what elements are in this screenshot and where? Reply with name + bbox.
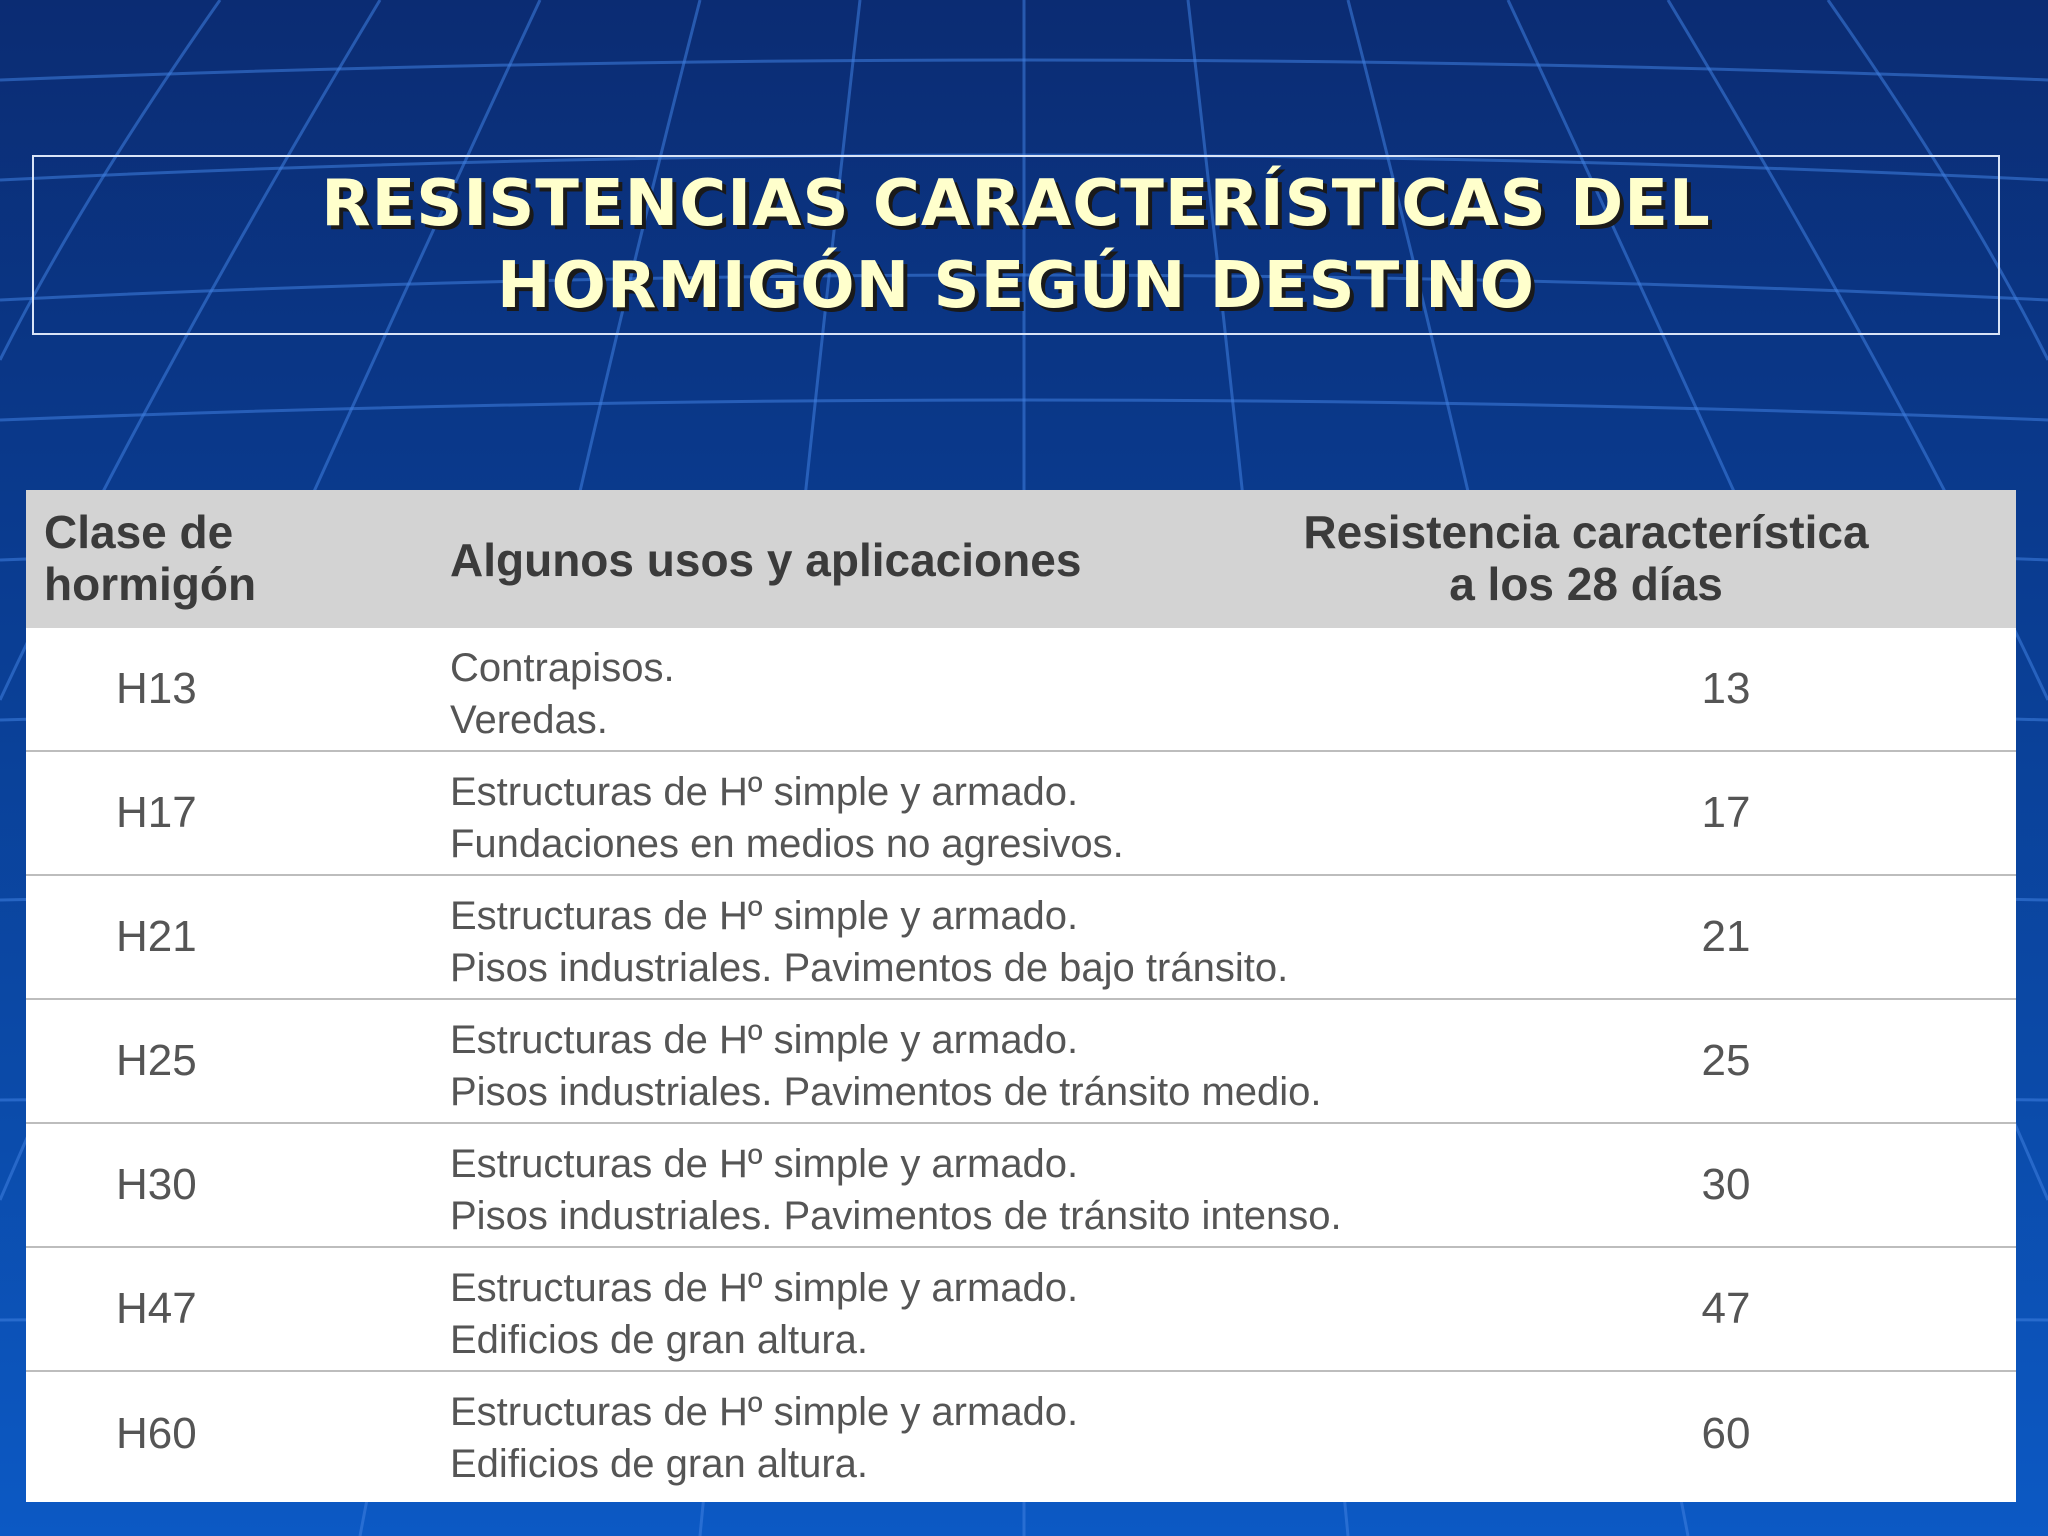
use-line-2: Pisos industriales. Pavimentos de tránsito intenso. — [450, 1194, 1342, 1238]
use-line-2: Pisos industriales. Pavimentos de bajo tránsito. — [450, 946, 1289, 990]
concrete-strength-table — [26, 490, 2016, 1502]
concrete-class-cell: H47 — [116, 1284, 197, 1333]
table-row — [26, 1124, 2016, 1248]
concrete-class-cell: H30 — [116, 1160, 197, 1209]
uses-cell — [450, 766, 1124, 870]
resistance-cell: 13 — [1701, 664, 1751, 713]
use-line-1: Estructuras de Hº simple y armado. — [450, 770, 1079, 814]
resistance-cell: 60 — [1701, 1409, 1751, 1458]
table-header — [26, 490, 2016, 628]
use-line-1: Estructuras de Hº simple y armado. — [450, 1390, 1079, 1434]
slide-title-line-2: HORMIGÓN SEGÚN DESTINO — [496, 249, 1536, 323]
table-row — [26, 1248, 2016, 1372]
uses-cell — [450, 890, 1288, 994]
header-res-line-2: a los 28 días — [1449, 558, 1723, 610]
slide-title-line-1: RESISTENCIAS CARACTERÍSTICAS DEL — [321, 167, 1711, 241]
concrete-class-cell: H21 — [116, 912, 197, 961]
concrete-class-cell: H17 — [116, 788, 197, 837]
resistance-cell: 47 — [1701, 1284, 1751, 1333]
use-line-2: Edificios de gran altura. — [450, 1442, 869, 1486]
table-row — [26, 1000, 2016, 1124]
uses-cell — [450, 1262, 1078, 1366]
use-line-2: Edificios de gran altura. — [450, 1318, 869, 1362]
concrete-class-cell: H25 — [116, 1036, 197, 1085]
resistance-cell: 25 — [1701, 1036, 1751, 1085]
use-line-1: Estructuras de Hº simple y armado. — [450, 1266, 1079, 1310]
table-row — [26, 876, 2016, 1000]
header-class-line-1: Clase de — [44, 506, 234, 558]
use-line-2: Veredas. — [450, 698, 608, 742]
resistance-cell: 17 — [1701, 788, 1751, 837]
concrete-class-cell: H60 — [116, 1409, 197, 1458]
title-box — [32, 155, 2000, 335]
uses-cell — [450, 1138, 1342, 1242]
table-row — [26, 628, 2016, 752]
header-concrete-class — [44, 506, 264, 610]
header-res-line-1: Resistencia característica — [1303, 506, 1869, 558]
use-line-1: Estructuras de Hº simple y armado. — [450, 1018, 1079, 1062]
table-row — [26, 1372, 2016, 1496]
resistance-cell: 30 — [1701, 1160, 1751, 1209]
header-uses: Algunos usos y aplicaciones — [450, 534, 1082, 586]
uses-cell — [450, 1386, 1078, 1490]
use-line-2: Pisos industriales. Pavimentos de tránsito medio. — [450, 1070, 1322, 1114]
uses-cell — [450, 642, 675, 746]
uses-cell — [450, 1014, 1322, 1118]
use-line-2: Fundaciones en medios no agresivos. — [450, 822, 1124, 866]
use-line-1: Estructuras de Hº simple y armado. — [450, 894, 1079, 938]
header-class-line-2: hormigón — [44, 558, 257, 610]
header-resistance — [1166, 506, 2006, 610]
use-line-1: Estructuras de Hº simple y armado. — [450, 1142, 1079, 1186]
concrete-class-cell: H13 — [116, 664, 197, 713]
resistance-cell: 21 — [1701, 912, 1751, 961]
use-line-1: Contrapisos. — [450, 646, 675, 690]
table-row — [26, 752, 2016, 876]
